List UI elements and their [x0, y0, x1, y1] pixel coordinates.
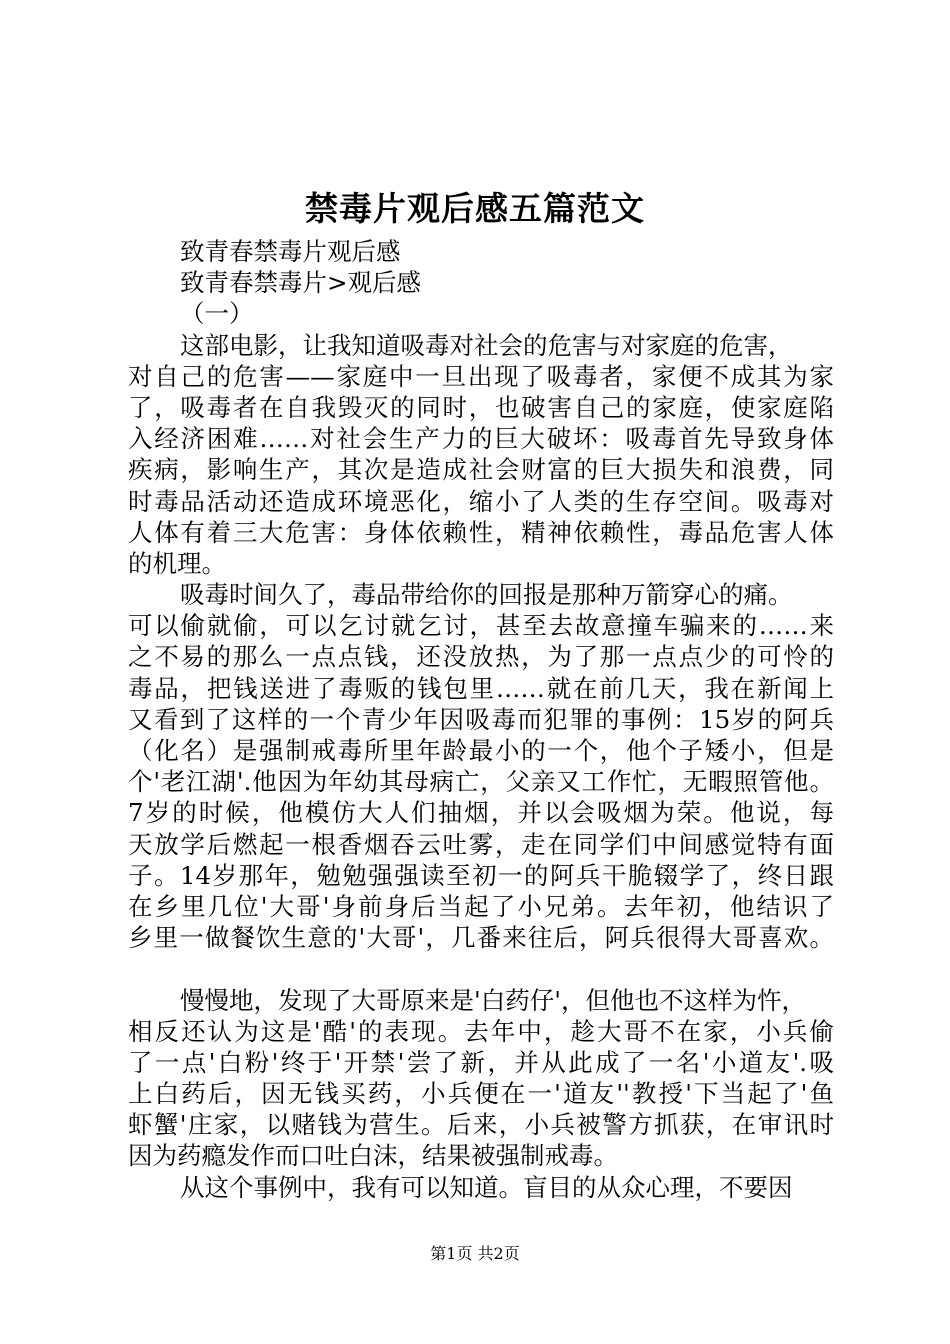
text-line: 从这个事例中，我有可以知道。盲目的从众心理，不要因: [180, 1172, 793, 1202]
section-number: （一）: [180, 299, 254, 329]
text-line: 因为药瘾发作而口吐白沫，结果被强制戒毒。: [128, 1141, 618, 1171]
document-body: [128, 236, 834, 1203]
text-line: 人体有着三大危害：身体依赖性，精神依赖性，毒品危害人体: [128, 517, 834, 547]
text-line: 天放学后燃起一根香烟吞云吐雾，走在同学们中间感觉特有面: [128, 829, 834, 859]
text-line: 入经济困难……对社会生产力的巨大破坏：吸毒首先导致身体: [128, 424, 834, 454]
text-line: 时毒品活动还造成环境恶化，缩小了人类的生存空间。吸毒对: [128, 486, 834, 516]
text-line: 相反还认为这是'酷'的表现。去年中，趁大哥不在家，小兵偷: [128, 1016, 834, 1046]
paragraph: [128, 579, 834, 953]
text-line: 之不易的那么一点点钱，还没放热，为了那一点点少的可怜的: [128, 642, 834, 672]
text-line: 对自己的危害——家庭中一旦出现了吸毒者，家便不成其为家: [128, 361, 834, 391]
subheading: 致青春禁毒片观后感: [180, 237, 401, 266]
subheading: 致青春禁毒片>观后感: [180, 268, 422, 298]
text-line: 在乡里几位'大哥'身前身后当起了小兄弟。去年初，他结识了: [128, 891, 834, 921]
text-line: 7岁的时候，他模仿大人们抽烟，并以会吸烟为荣。他说，每: [128, 798, 834, 828]
text-line: （化名）是强制戒毒所里年龄最小的一个，他个子矮小，但是: [128, 736, 834, 765]
text-line: 子。14岁那年，勉勉强强读至初一的阿兵干脆辍学了，终日跟: [128, 860, 834, 890]
text-line: 上白药后，因无钱买药，小兵便在一'道友''教授'下当起了'鱼: [128, 1079, 834, 1109]
page-footer: 第1页 共2页: [430, 1244, 520, 1263]
text-line: 毒品，把钱送进了毒贩的钱包里……就在前几天，我在新闻上: [128, 673, 834, 703]
text-line: 个'老江湖'.他因为年幼其母病亡，父亲又工作忙，无暇照管他。: [128, 767, 834, 797]
paragraph: [128, 985, 834, 1172]
text-line: 虾蟹'庄家，以赌钱为营生。后来，小兵被警方抓获，在审讯时: [128, 1110, 834, 1140]
text-line: 这部电影，让我知道吸毒对社会的危害与对家庭的危害，: [180, 330, 793, 360]
document-title: 禁毒片观后感五篇范文: [305, 189, 645, 228]
text-line: 又看到了这样的一个青少年因吸毒而犯罪的事例：15岁的阿兵: [128, 704, 834, 734]
text-line: 了，吸毒者在自我毁灭的同时，也破害自己的家庭，使家庭陷: [128, 392, 834, 422]
text-line: 的机理。: [128, 548, 226, 578]
text-line: 可以偷就偷，可以乞讨就乞讨，甚至去故意撞车骗来的……来: [128, 611, 834, 641]
blank-line: [128, 953, 834, 984]
paragraph: [128, 330, 834, 580]
text-line: 乡里一做餐饮生意的'大哥'，几番来往后，阿兵很得大哥喜欢。: [128, 923, 834, 953]
text-line: 吸毒时间久了，毒品带给你的回报是那种万箭穿心的痛。: [180, 580, 793, 610]
text-line: 了一点'白粉'终于'开禁'尝了新，并从此成了一名'小道友'.吸: [128, 1047, 834, 1077]
text-line: 疾病，影响生产，其次是造成社会财富的巨大损失和浪费，同: [128, 455, 834, 485]
text-line: 慢慢地，发现了大哥原来是'白药仔'，但他也不这样为忤，: [180, 985, 806, 1015]
paragraph: [128, 1172, 834, 1203]
